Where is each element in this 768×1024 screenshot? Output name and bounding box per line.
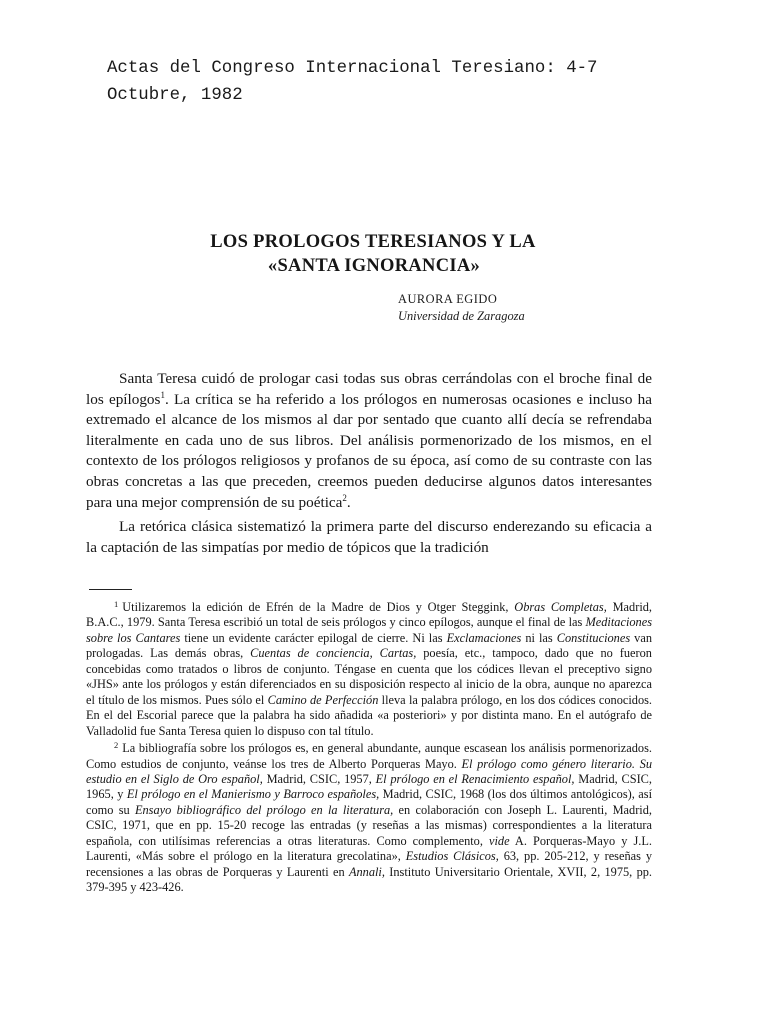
- author-affiliation: Universidad de Zaragoza: [398, 309, 525, 323]
- body-paragraph-1: [86, 369, 652, 513]
- footnotes: [86, 600, 652, 896]
- fn2-t6: A. Porqueras-Mayo y J.L. Laurenti, «Más sobre el prólogo en la literatura grecolatina»,: [86, 833, 652, 864]
- fn1-i3: Exclamaciones: [446, 630, 522, 645]
- body-p1-text-2: . La crítica se ha referido a los prólogos en numerosas ocasiones e incluso ha extremado el alcance de los mismos al dar por sentado que cuanto allí decía se refrendaba literalmente en cada uno de sus libros. Del análisis pormenorizado de los mismos, en el contexto de los prólogos religiosos y profanos de su época, así como de su contraste con las obras concretas a las que preceden, creemos pueden deducirse algunos datos interesantes para una mejor comprensión de su poética: [86, 390, 652, 511]
- footnote-ref-2: 2: [342, 492, 347, 503]
- title-line-2: «SANTA IGNORANCIA»: [267, 256, 481, 276]
- fn1-t1: Utilizaremos la edición de Efrén de la Madre de Dios y Otger Steggink,: [122, 600, 515, 614]
- fn1-t4: ni las: [521, 630, 557, 645]
- fn2-i2: El prólogo en el Renacimiento español,: [375, 771, 575, 786]
- body-p1-end: .: [346, 493, 351, 511]
- fn1-i2: Meditaciones sobre los Cantares: [86, 615, 652, 645]
- fn2-i3: El prólogo en el Manierismo y Barroco españoles,: [126, 787, 380, 802]
- fn2-t1: La bibliografía sobre los prólogos es, en general abundante, aunque escasean los análisis pormenorizados. Como estudios de conjunto, veánse los tres de Alberto Porqueras Mayo.: [86, 741, 652, 771]
- fn1-t2: Madrid, B.A.C., 1979. Santa Teresa escribió un total de seis prólogos y cinco epílogos, aunque el final de las: [86, 600, 653, 630]
- fn2-i1: El prólogo como género literario. Su estudio en el Siglo de Oro español,: [86, 756, 652, 786]
- fn2-t4: Madrid, CSIC, 1968 (los dos últimos antológicos), así como su: [86, 787, 652, 817]
- footnote-1: [86, 600, 652, 739]
- author-block: [398, 291, 698, 325]
- title-line-1: LOS PROLOGOS TERESIANOS Y LA: [210, 232, 536, 252]
- fn2-t8: Instituto Universitario Orientale, XVII, 2, 1975, pp. 379-395 y 423-426.: [86, 864, 652, 895]
- fn1-t6: poesía, etc., tampoco, dado que no fueron concebidas como tratados o libros de conjunto. Téngase en cuenta que los códices llevan el preceptivo signo «JHS» ante los prólogos y están diferenciados en su disposición respecto al inicio de la obra, aunque no aparezca el título de los mismos. Pues sólo el: [86, 646, 652, 707]
- fn1-i5: Cuentas de conciencia, Cartas,: [250, 646, 417, 661]
- fn1-t3: tiene un evidente carácter epilogal de cierre. Ni las: [180, 630, 447, 645]
- fn2-i6: Estudios Clásicos,: [405, 849, 499, 864]
- fn2-t7: 63, pp. 205-212, y reseñas y recensiones a las obras de Porqueras y Laurenti en: [86, 849, 653, 879]
- fn2-i7: Annali,: [348, 864, 385, 879]
- conference-header-note: [107, 55, 727, 109]
- fn1-t7: lleva la palabra prólogo, en los dos códices conocidos. En el del Escorial parece que la palabra ha sido añadida «a posteriori» y por distinta mano. En el autógrafo de Valladolid fue Santa Teresa quien lo dispuso con tal título.: [86, 692, 653, 738]
- fn1-i1: Obras Completas,: [514, 600, 607, 614]
- body-paragraph-2: La retórica clásica sistematizó la primera parte del discurso enderezando su eficacia a la captación de las simpatías por medio de tópicos que la tradición: [86, 518, 652, 556]
- footnote-2: [86, 741, 652, 896]
- article-title: [0, 230, 740, 278]
- header-line-1: Actas del Congreso Internacional Teresiano: 4-7: [107, 59, 598, 78]
- body-text: [86, 369, 652, 558]
- fn2-t2: Madrid, CSIC, 1957,: [262, 771, 376, 786]
- header-line-2: Octubre, 1982: [107, 86, 243, 105]
- fn2-t5: en colaboración con Joseph L. Laurenti, Madrid, CSIC, 1971, que en pp. 15-20 recoge las entradas (y reseñas a las mismas) correspondientes a la literatura española, con utilísimas referencias a otras literaturas. Como complemento,: [86, 802, 652, 848]
- footnote-separator: [89, 589, 132, 590]
- footnote-2-mark: 2: [114, 740, 119, 751]
- fn2-i5: vide: [488, 833, 510, 848]
- fn1-t5: van prologadas. Las demás obras,: [86, 630, 653, 661]
- fn1-i6: Camino de Perfección: [267, 692, 379, 707]
- fn1-i4: Constituciones: [556, 630, 631, 645]
- footnote-ref-1: 1: [160, 389, 165, 400]
- author-name: AURORA EGIDO: [398, 292, 498, 306]
- body-p1-text: Santa Teresa cuidó de prologar casi todas sus obras cerrándolas con el broche final de los epílogos: [86, 370, 652, 408]
- footnote-1-mark: 1: [114, 599, 119, 609]
- fn2-i4: Ensayo bibliográfico del prólogo en la literatura,: [134, 802, 394, 817]
- fn2-t3: Madrid, CSIC, 1965, y: [86, 771, 653, 802]
